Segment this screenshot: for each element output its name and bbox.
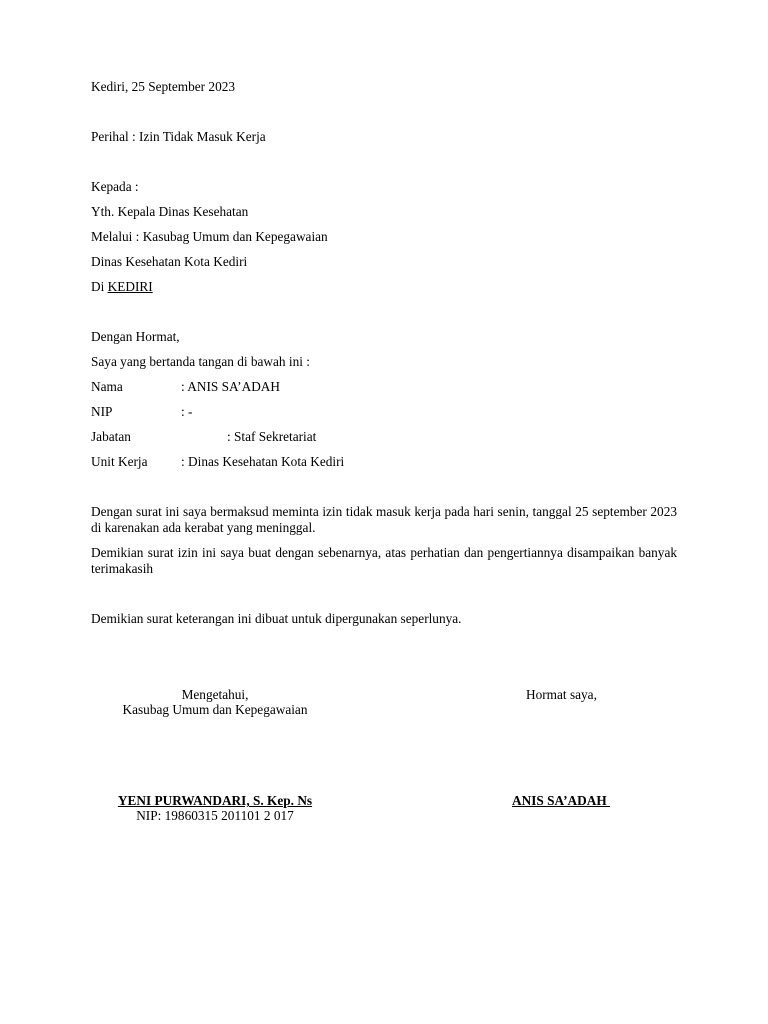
left-signature-name-wrap [90, 793, 340, 809]
right-signature-name-wrap [512, 793, 610, 809]
field-row-unit-kerja [91, 454, 691, 470]
recipient-city-line [91, 279, 153, 295]
field-label: Nama [91, 379, 123, 394]
field-label: Unit Kerja [91, 454, 148, 469]
recipient-melalui: Melalui : Kasubag Umum dan Kepegawaian [91, 229, 328, 244]
right-signature-heading: Hormat saya, [526, 687, 597, 702]
field-row-jabatan [91, 429, 691, 445]
recipient-kepada: Kepada : [91, 179, 139, 194]
left-signature-role: Kasubag Umum dan Kepegawaian [122, 702, 308, 717]
field-label: Jabatan [91, 429, 131, 444]
closing-paragraph: Demikian surat keterangan ini dibuat untuk dipergunakan seperlunya. [91, 611, 462, 626]
field-row-nip [91, 404, 691, 420]
body-paragraph-1: Dengan surat ini saya bermaksud meminta izin tidak masuk kerja pada hari senin, tanggal 25 september 2023 di karenakan ada kerabat yang meninggal. [91, 504, 677, 535]
recipient-city: KEDIRI [107, 279, 153, 294]
intro-text: Saya yang bertanda tangan di bawah ini : [91, 354, 310, 369]
left-signature-name: YENI PURWANDARI, S. Kep. Ns [117, 793, 313, 808]
place-date: Kediri, 25 September 2023 [91, 79, 236, 94]
recipient-yth: Yth. Kepala Dinas Kesehatan [91, 204, 249, 219]
recipient-di: Di [91, 279, 108, 294]
field-row-nama [91, 379, 691, 395]
field-value: : ANIS SA’ADAH [181, 379, 280, 394]
field-value: : - [181, 404, 193, 419]
body-paragraph-2: Demikian surat izin ini saya buat dengan sebenarnya, atas perhatian dan pengertiannya disampaikan banyak terimakasih [91, 545, 677, 576]
subject-line: Perihal : Izin Tidak Masuk Kerja [91, 129, 266, 144]
field-value: : Dinas Kesehatan Kota Kediri [181, 454, 345, 469]
greeting: Dengan Hormat, [91, 329, 180, 344]
right-signature-name: ANIS SA’ADAH [512, 793, 611, 808]
field-value: : Staf Sekretariat [227, 429, 317, 444]
left-signature-nip: NIP: 19860315 201101 2 017 [136, 808, 294, 823]
field-label: NIP [91, 404, 113, 419]
recipient-office: Dinas Kesehatan Kota Kediri [91, 254, 248, 269]
left-signature-heading: Mengetahui, [181, 687, 249, 702]
